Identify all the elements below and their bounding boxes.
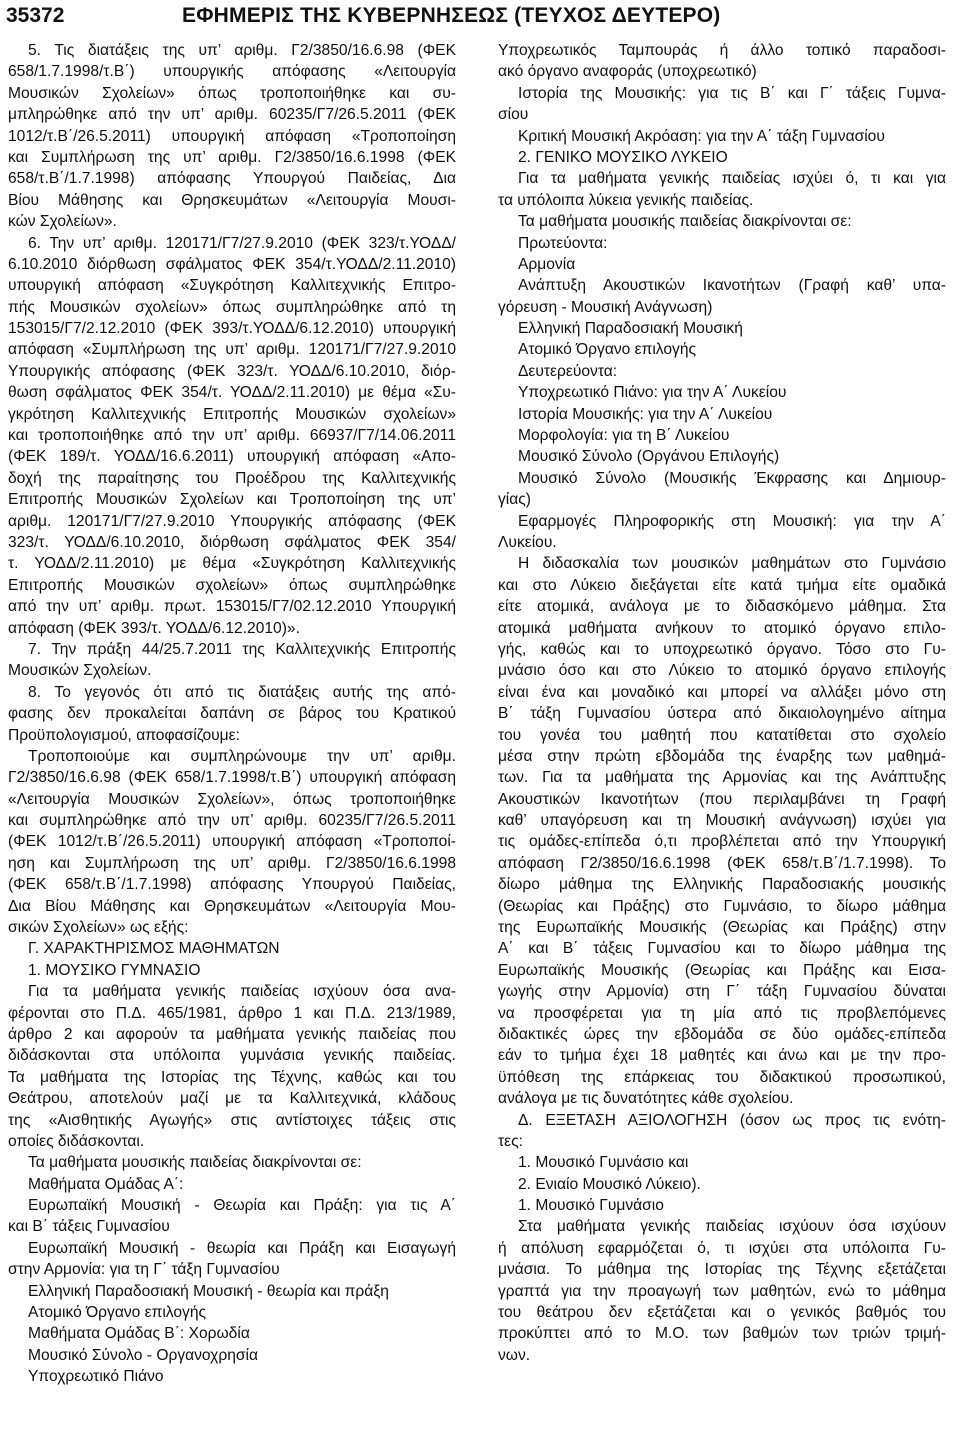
text-line: γίας) <box>498 491 531 509</box>
text-line: ή απόλυση εφαρμόζεται ό, τι ισχύει στα υπόλοιπα Γυ- <box>498 1239 946 1257</box>
text-line: Μαθήματα Ομάδας Α΄: <box>28 1175 184 1193</box>
text-line: είναι ένα και μοναδικό και μπορεί να αλλάξει μόνο στη <box>498 683 946 701</box>
text-line: αριθμ. 120171/Γ7/27.9.2010 Υπουργικής απόφασης (ΦΕΚ <box>8 512 456 530</box>
text-line: και στο Λύκειο διεξάγεται είτε κατά τμήμα είτε ομαδικά <box>498 576 946 594</box>
text-line: σικών Σχολείων» ως εξής: <box>8 919 189 937</box>
text-line: Δ. ΕΞΕΤΑΣΗ ΑΞΙΟΛΟΓΗΣΗ (όσον ως προς τις ενότη- <box>518 1111 946 1129</box>
text-line: 6. Την υπ’ αριθμ. 120171/Γ7/27.9.2010 (ΦΕΚ 323/τ.ΥΟΔΔ/ <box>28 234 456 252</box>
text-line: Για τα μαθήματα γενικής παιδείας ισχύουν όσα ανα- <box>28 983 456 1001</box>
text-line: γωγής στην Αρμονία) στη Γ΄ τάξη Γυμνασίου δύναται <box>498 983 946 1001</box>
text-line: πής Μουσικών σχολείων» όπως συμπληρώθηκε από τη <box>8 298 456 316</box>
text-line: φασης δεν προκαλείται δαπάνη σε βάρος του Κρατικού <box>8 705 456 723</box>
text-line: της «Αισθητικής Αγωγής» στις αντίστοιχες τάξεις στις <box>8 1111 456 1129</box>
text-line: (Θεωρίας και Πράξης) στο Γυμνάσιο, το δίωρο μάθημα <box>498 897 946 915</box>
text-line: Μουσικό Σύνολο (Οργάνου Επιλογής) <box>518 448 780 466</box>
text-line: Ευρωπαϊκή Μουσική - θεωρία και Πράξη και Εισαγωγή <box>28 1239 456 1257</box>
text-line: Ευρωπαϊκή Μουσική - Θεωρία και Πράξη: για τις Α΄ <box>28 1197 456 1215</box>
left-text-column <box>8 40 456 1425</box>
text-line: 2. ΓΕΝΙΚΟ ΜΟΥΣΙΚΟ ΛΥΚΕΙΟ <box>518 148 728 166</box>
text-line: Ατομικό Όργανο επιλογής <box>28 1304 207 1322</box>
text-line: τες: <box>498 1132 523 1150</box>
text-line: φέρονται στο Π.Δ. 465/1981, άρθρο 1 και Π.Δ. 213/1989, <box>8 1004 456 1022</box>
text-line: δίωρο μάθημα της Ελληνικής Παραδοσιακής μουσικής <box>498 876 946 894</box>
text-line: γής, καθώς και το υποχρεωτικό όργανο. Τόσο στο Γυ- <box>498 640 946 658</box>
text-line: απόφαση Γ2/3850/16.6.1998 (ΦΕΚ 658/τ.Β΄/1.7.1998). Το <box>498 854 946 872</box>
text-line: Υποχρεωτικός Ταμπουράς ή άλλο τοπικό παραδοσι- <box>498 42 946 59</box>
text-line: κών Σχολείων». <box>8 213 117 231</box>
text-line: δοχή της παραίτησης του Προέδρου της Καλλιτεχνικής <box>8 469 456 487</box>
text-line: ηση και Συμπλήρωση της υπ’ αριθμ. Γ2/3850/16.6.1998 <box>8 854 456 872</box>
text-line: Τα μαθήματα μουσικής παιδείας διακρίνονται σε: <box>518 213 852 231</box>
text-line: 1. ΜΟΥΣΙΚΟ ΓΥΜΝΑΣΙΟ <box>28 961 201 979</box>
text-line: διδάσκονται στα υπόλοιπα γυμνάσια γενικής παιδείας. <box>8 1047 456 1065</box>
text-line: Αρμονία <box>518 255 576 273</box>
text-line: Ιστορία Μουσικής: για την Α΄ Λυκείου <box>518 405 773 423</box>
text-line: μπληρώθηκε από την υπ’ αριθμ. 60235/Γ7/26.5.2011 (ΦΕΚ <box>8 106 456 124</box>
text-line: μνάσια. Το μάθημα της Ιστορίας της Τέχνης εξετάζεται <box>498 1261 946 1279</box>
text-line: Α΄ και Β΄ τάξεις Γυμνασίου και το δίωρο μάθημα της <box>498 940 946 958</box>
text-line: (ΦΕΚ 189/τ. ΥΟΔΔ/16.6.2011) υπουργική απόφαση «Απο- <box>8 448 456 466</box>
text-line: Λυκείου. <box>498 533 557 551</box>
text-line: Μουσικό Σύνολο (Μουσικής Έκφρασης και Δημιουρ- <box>518 469 946 487</box>
text-line: και Β΄ τάξεις Γυμνασίου <box>8 1218 170 1236</box>
text-line: μέσα στην πρώτη εβδομάδα της έναρξης των μαθημά- <box>498 747 946 765</box>
page-header <box>0 0 960 36</box>
text-line: Επιτροπής Μουσικών Σχολείων και Τροποποίηση της υπ’ <box>8 491 456 509</box>
text-line: τις ομάδες-επίπεδα ό,τι προβλέπεται από την Υπουργική <box>498 833 946 851</box>
text-line: εάν το τμήμα έχει 18 μαθητές και άνω και με την προ- <box>498 1047 946 1065</box>
text-line: Πρωτεύοντα: <box>518 234 608 252</box>
text-line: γκρότηση Καλλιτεχνικής Επιτροπής Μουσικών σχολείων» <box>8 405 456 423</box>
text-line: 1. Μουσικό Γυμνάσιο <box>518 1197 664 1215</box>
text-line: υπουργική απόφαση «Συγκρότηση Καλλιτεχνικής Επιτρο- <box>8 277 456 295</box>
text-line: γόρευση - Μουσική Ανάγνωση) <box>498 298 713 316</box>
text-line: 323/τ. ΥΟΔΔ/6.10.2010, διόρθωση σφάλματος ΦΕΚ 354/ <box>8 533 456 551</box>
text-line: να προσφέρεται για τη μία από τις προβλεπόμενες <box>498 1004 946 1022</box>
text-line: 1. Μουσικό Γυμνάσιο και <box>518 1154 689 1172</box>
text-line: σίου <box>498 106 529 124</box>
text-line: Προϋπολογισμού, αποφασίζουμε: <box>8 726 240 744</box>
text-line: «Λειτουργία Μουσικών Σχολείων», όπως τροποποιήθηκε <box>8 790 456 808</box>
text-line: απόφαση (ΦΕΚ 393/τ. ΥΟΔΔ/6.12.2010)». <box>8 619 300 637</box>
text-line: του γονέα του μαθητή που κατατίθεται στο σχολείο <box>498 726 946 744</box>
text-line: μνάσιο όσο και στο Λύκειο το ατομικό όργανο επιλογής <box>498 662 946 680</box>
text-line: οποίες διδάσκονται. <box>8 1132 145 1150</box>
text-line: και συμπληρώθηκε από την υπ’ αριθμ. 60235/Γ7/26.5.2011 <box>8 812 456 830</box>
text-line: 8. Το γεγονός ότι από τις διατάξεις αυτής της από- <box>28 683 456 701</box>
text-line: Ελληνική Παραδοσιακή Μουσική <box>518 320 743 338</box>
text-line: Κριτική Μουσική Ακρόαση: για την Α΄ τάξη Γυμνασίου <box>518 127 885 145</box>
text-line: απόφαση «Συμπλήρωση της υπ’ αριθμ. 120171/Γ7/27.9.2010 <box>8 341 456 359</box>
text-line: τα υπόλοιπα λύκεια γενικής παιδείας. <box>498 191 754 209</box>
text-line: (ΦΕΚ 658/τ.Β΄/1.7.1998) απόφασης Υπουργού Παιδείας, <box>8 876 456 894</box>
text-line: άρθρο 2 και αφορούν τα μαθήματα γενικής παιδείας που <box>8 1025 456 1043</box>
text-line: Μαθήματα Ομάδας Β΄: Χορωδία <box>28 1325 250 1343</box>
text-line: Στα μαθήματα γενικής παιδείας ισχύουν όσα ισχύουν <box>518 1218 946 1236</box>
text-line: του θεάτρου δεν εξετάζεται και ο γενικός βαθμός του <box>498 1304 946 1322</box>
text-line: γραπτά για την προαγωγή των μαθητών, ενώ το μάθημα <box>498 1282 946 1300</box>
text-line: ϋπόθεση της επάρκειας του διδακτικού προσωπικού, <box>498 1068 946 1086</box>
text-line: Τα μαθήματα μουσικής παιδείας διακρίνονται σε: <box>28 1154 362 1172</box>
text-line: Επιτροπής Μουσικών σχολείων» όπως συμπληρώθηκε <box>8 576 456 594</box>
text-line: και τροποποιήθηκε από την υπ’ αριθμ. 66937/Γ7/14.06.2011 <box>8 427 456 445</box>
text-line: νων. <box>498 1346 531 1364</box>
text-line: Τα μαθήματα της Ιστορίας της Τέχνης, καθώς και του <box>8 1068 456 1086</box>
text-line: Ατομικό Όργανο επιλογής <box>518 341 697 359</box>
page-number: 35372 <box>6 4 65 27</box>
text-line: ανάλογα με τις δυνατότητες κάθε σχολείου. <box>498 1090 794 1108</box>
text-line: Δια Βίου Μάθησης και Θρησκευμάτων «Λειτουργία Μου- <box>8 897 456 915</box>
text-line: Ακουστικών Ικανοτήτων (που περιλαμβάνει τη Γραφή <box>498 790 946 808</box>
text-line: ατομικά μαθήματα ανήκουν το ατομικό όργανο επιλο- <box>498 619 946 637</box>
text-line: Υποχρεωτικό Πιάνο <box>28 1368 164 1386</box>
text-line: Γ2/3850/16.6.98 (ΦΕΚ 658/1.7.1998/τ.Β΄) υπουργική απόφαση <box>8 769 456 787</box>
text-line: Υποχρεωτικό Πιάνο: για την Α΄ Λυκείου <box>518 384 787 402</box>
text-line: Ελληνική Παραδοσιακή Μουσική - θεωρία και πράξη <box>28 1282 389 1300</box>
text-line: των. Για τα μαθήματα της Αρμονίας και της Ανάπτυξης <box>498 769 946 787</box>
text-line: 2. Ενιαίο Μουσικό Λύκειο). <box>518 1175 701 1193</box>
text-line: Ανάπτυξη Ακουστικών Ικανοτήτων (Γραφή καθ’ υπα- <box>518 277 946 295</box>
text-line: Μουσικό Σύνολο - Οργανοχρησία <box>28 1346 259 1364</box>
text-line: θωση σφάλματος ΦΕΚ 354/τ. ΥΟΔΔ/2.11.2010) με θέμα «Συ- <box>8 384 456 402</box>
text-line: Μουσικών Σχολείων. <box>8 662 152 680</box>
text-line: Θεάτρου, αποτελούν μαζί με τα Καλλιτεχνικά, κλάδους <box>8 1090 456 1108</box>
text-line: Δευτερεύοντα: <box>518 362 618 380</box>
text-line: Γ. ΧΑΡΑΚΤΗΡΙΣΜΟΣ ΜΑΘΗΜΑΤΩΝ <box>28 940 280 958</box>
text-line: Μουσικών Σχολείων» όπως τροποποιήθηκε και συ- <box>8 84 456 102</box>
text-line: Βίου Μάθησης και Θρησκευμάτων «Λειτουργία Μουσι- <box>8 191 456 209</box>
text-line: 6.10.2010 διόρθωση σφάλματος ΦΕΚ 354/τ.ΥΟΔΔ/2.11.2010) <box>8 255 456 273</box>
text-line: Ευρωπαϊκής Μουσικής (Θεωρίας και Πράξης και Εισα- <box>498 961 946 979</box>
text-line: Μορφολογία: για τη Β΄ Λυκείου <box>518 427 730 445</box>
text-line: και Συμπλήρωση της υπ’ αριθμ. Γ2/3850/16.6.1998 (ΦΕΚ <box>8 148 456 166</box>
text-line: τ. ΥΟΔΔ/2.11.2010) με θέμα «Συγκρότηση Καλλιτεχνικής <box>8 555 456 573</box>
text-line: Η διδασκαλία των μουσικών μαθημάτων στο Γυμνάσιο <box>518 555 946 573</box>
text-line: Ιστορία της Μουσικής: για τις Β΄ και Γ΄ τάξεις Γυμνα- <box>518 84 946 102</box>
text-line: ακό όργανο αναφοράς (υποχρεωτικό) <box>498 63 757 81</box>
text-line: διδακτικές ώρες την εβδομάδα σε δύο ομάδες-επίπεδα <box>498 1025 946 1043</box>
text-line: Υπουργικής απόφασης (ΦΕΚ 323/τ. ΥΟΔΔ/6.10.2010, διόρ- <box>8 362 456 380</box>
text-line: της Ευρωπαϊκής Μουσικής (Θεωρίας και Πράξης) στην <box>498 919 946 937</box>
text-line: 658/τ.Β΄/1.7.1998) απόφασης Υπουργού Παιδείας, Δια <box>8 170 456 188</box>
text-line: Τροποποιούμε και συμπληρώνουμε την υπ’ αριθμ. <box>28 747 456 765</box>
text-line: 5. Τις διατάξεις της υπ’ αριθμ. Γ2/3850/16.6.98 (ΦΕΚ <box>28 42 456 59</box>
text-line: (ΦΕΚ 1012/τ.Β΄/26.5.2011) υπουργική απόφαση «Τροποποί- <box>8 833 456 851</box>
text-line: προκύπτει από το Μ.Ο. των βαθμών των τριών τριμή- <box>498 1325 946 1343</box>
text-line: 658/1.7.1998/τ.Β΄) υπουργικής απόφασης «Λειτουργία <box>8 63 456 81</box>
journal-title: ΕΦΗΜΕΡΙΣ ΤΗΣ ΚΥΒΕΡΝΗΣΕΩΣ (ΤΕΥΧΟΣ ΔΕΥΤΕΡΟ) <box>182 4 721 27</box>
text-line: είτε ατομικά, ανάλογα με το διδασκόμενο μάθημα. Στα <box>498 598 946 616</box>
text-line: 7. Την πράξη 44/25.7.2011 της Καλλιτεχνικής Επιτροπής <box>28 640 456 658</box>
text-line: από την υπ’ αριθμ. πρωτ. 153015/Γ7/02.12.2010 Υπουργική <box>8 598 456 616</box>
right-text-column <box>498 40 946 1425</box>
text-line: καθ’ υπαγόρευση και τη Μουσική ανάγνωση) ισχύει για <box>498 812 946 830</box>
text-line: Β΄ τάξη Γυμνασίου ύστερα από δικαιολογημένο αίτημα <box>498 705 946 723</box>
text-line: 1012/τ.Β΄/26.5.2011) υπουργική απόφαση «Τροποποίηση <box>8 127 456 145</box>
text-line: 153015/Γ7/2.12.2010 (ΦΕΚ 393/τ.ΥΟΔΔ/6.12.2010) υπουργική <box>8 320 456 338</box>
text-line: Για τα μαθήματα γενικής παιδείας ισχύει ό, τι και για <box>518 170 946 188</box>
text-line: στην Αρμονία: για τη Γ΄ τάξη Γυμνασίου <box>8 1261 280 1279</box>
text-line: Εφαρμογές Πληροφορικής στη Μουσική: για την Α΄ <box>518 512 946 530</box>
